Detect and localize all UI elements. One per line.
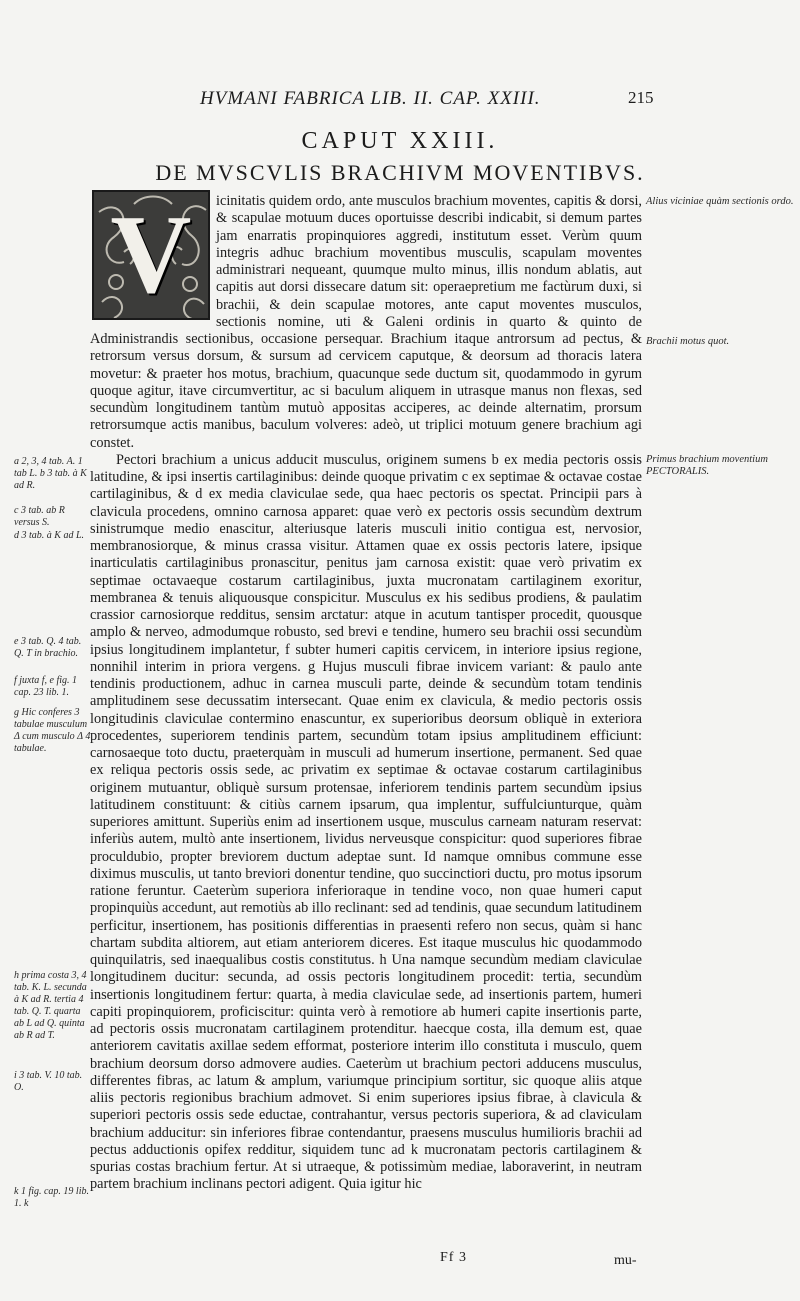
margin-note: i 3 tab. V. 10 tab. O. [14, 1070, 83, 1093]
chapter-title: CAPUT XXIII. [301, 128, 499, 154]
margin-note: Primus brachium moventium PECTORALIS. [646, 454, 768, 477]
margin-note: d 3 tab. à K ad L. [14, 530, 85, 541]
body-text [90, 193, 642, 1194]
margin-note: e 3 tab. Q. 4 tab. Q. T in brachio. [14, 636, 82, 659]
margin-note: c 3 tab. ab R versus S. [14, 505, 65, 528]
chapter-subtitle: DE MVSCVLIS BRACHIVM MOVENTIBVS. [155, 160, 645, 185]
running-head: HVMANI FABRICA LIB. II. CAP. XXIII. [200, 88, 541, 109]
margin-note: h prima costa 3, 4 tab. K. L. secunda à K ad R. tertia 4 tab. Q. T. quarta ab L ad Q. quinta ab R ad T. [14, 970, 87, 1041]
margin-note: Alius viciniae quàm sectionis ordo. [646, 196, 794, 207]
page-number: 215 [628, 88, 654, 107]
margin-note: f juxta f, e fig. 1 cap. 23 lib. 1. [14, 675, 78, 698]
initial-letter: V [110, 193, 192, 317]
signature-mark: Ff 3 [440, 1250, 467, 1265]
margin-note: a 2, 3, 4 tab. A. 1 tab L. b 3 tab. à K ad R. [14, 456, 87, 491]
margin-note: g Hic conferes 3 tabulae musculum Δ cum musculo Δ 4 tabulae. [14, 707, 91, 754]
paragraph: Pectori brachium a unicus adducit musculus, originem sumens b ex media pectoris ossis latitudine, & ipsi insertis cartilaginibus: deinde quoque privatim c ex septimae & octavae costae cartilaginibus, & d ex media claviculae sede, qua haec pectoris os spectat. Principii pars à clavicula procedens, omnino carnosa apparet: quae verò ex pectoris ossis secundùm dextrum sinistrumque medio enascitur, alteriusque lateris musculi initio contigua est, nervosior, membranosiorque, & minus crassa visitur. Attamen quae ex ossis pectoris latere, ipsique inarticulatis cartilaginibus pronascitur, penitus jam carnosa existit: quae verò privatim ex septimae octavaeque costarum cartilaginibus, juxta mucronatam cartilaginem exoritur, membranea & tenuis aliquousque conspicitur. Musculus ex his sedibus prodiens, & paulatim crassior carnosiorque redditus, sensim arctatur: atque in acutum tantisper procedit, quousque amplo & nerveo, admodumque robusto, sed brevi e tendine, humero seu brachii ossi secundùm ipsius longitudinem implantetur, f subter humeri capitis cervicem, in interiore ipsius regione, nonnihil interim in priora vergens. g Hujus musculi fibrae invicem variant: & paulo ante tendinis productionem, adhuc in carnea musculi parte, deinde & secundùm totam tendinis amplitudinem sese decussatim intersecant. Quae enim ex clavicula, & medio pectoris ossis longitudinis claviculae contermino enascuntur, ex superioribus deorsum obliquè in exteriora procedentes, superiorem tendinis partem, secundùm totam ipsius amplitudinem efficiunt: carnosaeque toto ductu, praeterquàm in musculi ad humerum insertione, permanent. Sed quae ex reliqua pectoris ossis sede, ac privatim ex septimae & octavae costarum cartilaginibus originem mutuantur, obliquè sursum protensae, inferiorem tendinis partem secundùm ipsius latitudinem constituunt: & citiùs carnem ipsarum, qua implentur, suffulciunturque, quàm superiores amittunt. Superiùs enim ad insertionem usque, musculus carneam naturam reservat: inferiùs autem, multò ante insertionem, lividus nerveusque conspicitur: quod superiores fibrae proculdubio, propter breviorem ductum adeptae sunt. Id namque omnibus commune esse diximus musculis, ut tanto breviori donentur tendine, quo succinctiori ductu, pro motus ipsorum ratione feruntur. Caeterùm superiora inferioraque in tendine voco, non quae humeri caput propinquiùs accedunt, aut remotiùs ab illo reclinant: sed ad tendinis, quae secundum latitudinem perficitur, insertionem, has positionis differentias in praesenti refero non secus, quàm si hanc chartam subdita altiorem, aut etiam anteriorem diceres. Est itaque musculus hic quodammodo quinquilatris, sed inaequalibus costis constitutus. h Una namque secundùm mediam claviculae longitudinem ducitur: secunda, ad ossis pectoris longitudinem procedit: tertia, secundùm insertionis longitudinem fertur: quarta, à media claviculae sede, ad insertionis partem, humeri capiti propinquiorem, proficiscitur: quinta verò à remotiore ab humeri capite insertionis parte, ad pectoris ossis mucronatam cartilaginem protenditur. haecque costa, illa demum est, quae anteriorem cavitatis axillae sedem efformat, posteriore interim illo constituta i musculo, quem brachium deorsum dorso admovere audies. Caeterùm ut brachium pectori adducens musculus, differentes fibras, ac latum & amplum, variumque principium sortitur, sic quoque aliis atque aliis pectoris regionibus brachium admovet. Si enim superiores ipsius fibrae, à clavicula & superiori pectoris ossis sede eductae, contrahantur, versus pectoris superiora, & ad claviculam brachium adducitur: sin inferiores fibrae contendantur, praesens musculus humilioris brachii ad pectus adductionis opifex redditur, siquidem tunc ad k mucronatam pectoris cartilaginem & spurias costas brachium fertur. At si utraeque, & potissimùm mediae, laboraverint, in neutram partem brachium inclinans pectori adigent. Quia igitur hic [90, 451, 642, 1193]
margin-note: k 1 fig. cap. 19 lib. 1. k [14, 1186, 89, 1209]
margin-note: Brachii motus quot. [646, 336, 730, 347]
catchword: mu- [614, 1253, 637, 1268]
paragraph: icinitatis quidem ordo, ante musculos brachium moventes, capitis & dorsi, & scapulae motuum duces oportuisse describi indicabit, si demum partes jam enarratis propinquiores aggredi, institutum esset. Verùm quum integris adhuc brachium moventibus musculis, scapulam moventes administrari nequeant, quumque multo minus, illis nondum ablatis, aut capitis aut dorsi dissecare datum sit: operaepretium me factùrum duxi, si brachii, & dein scapulae motores, ante caput moventes musculos, sectionis nomine, uti & Galeni ordinis in quarto & quinto de Administrandis sectionibus, occasione persequar. Brachium itaque antrorsum ad pectus, & retrorsum versus dorsum, & sursum ad cervicem caputque, & deorsum ad thoracis latera movetur: & praeter hos motus, brachium, quacunque sede ductum sit, quodammodo in gyrum quoque agitur, itave circumvertitur, ac si baculum aliquem in utrasque manus non flexas, sed secundùm longitudinem tantùm mutuò appositas acciperes, ac deinde alternatim, prorsum retrorsumque actis manibus, baculum volveres: adeò, ut triplici motuum genere brachium agi constet. [90, 193, 642, 451]
